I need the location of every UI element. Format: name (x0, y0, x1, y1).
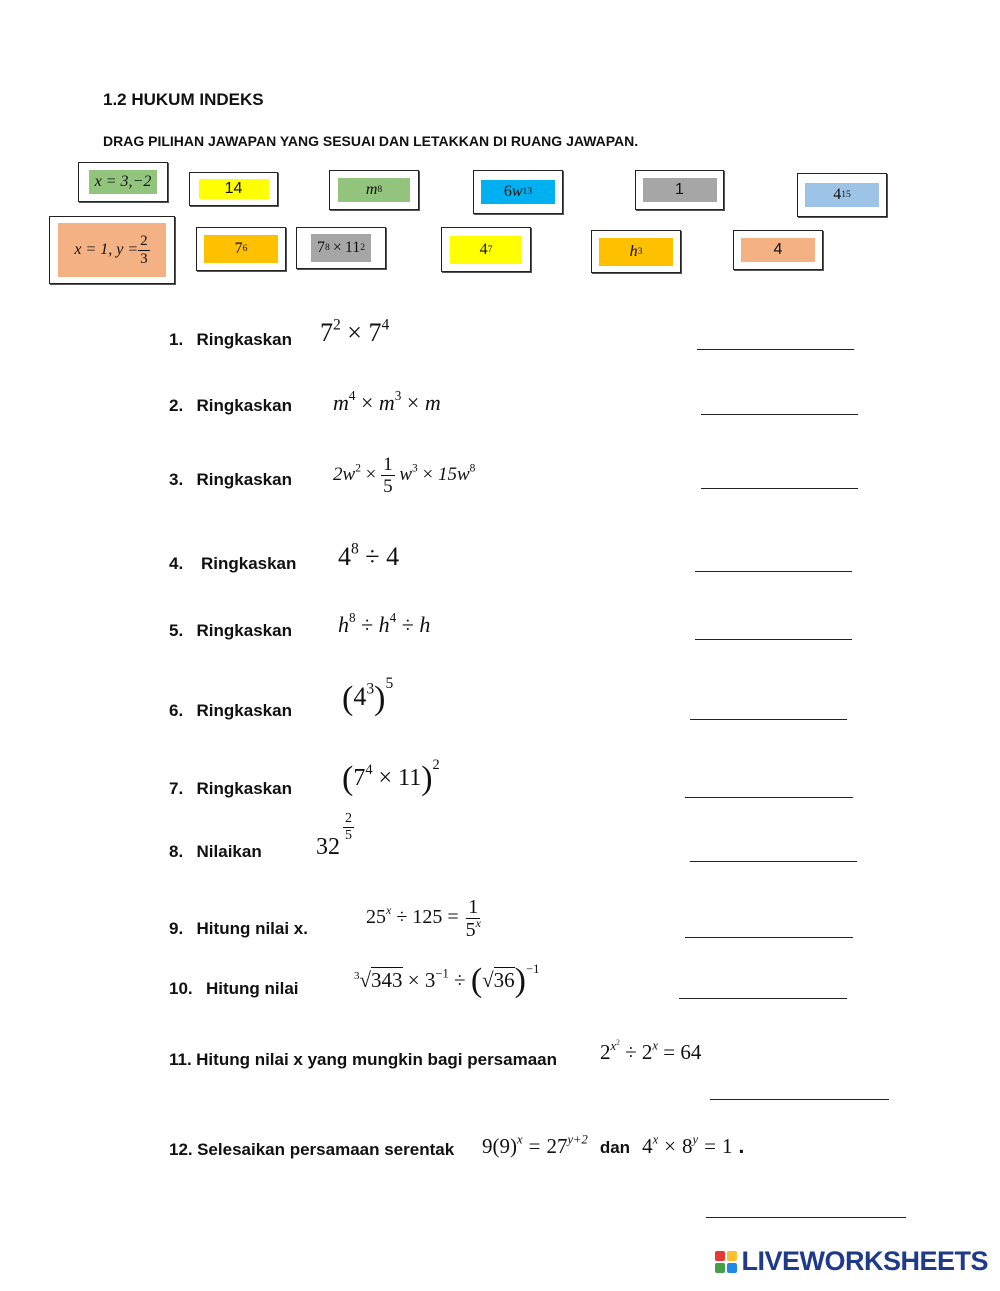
question-8: 8. Nilaikan (169, 842, 262, 861)
instruction-text: DRAG PILIHAN JAWAPAN YANG SESUAI DAN LETAKKAN DI RUANG JAWAPAN. (103, 133, 639, 149)
question-10: 10. Hitung nilai (169, 979, 299, 998)
answer-blank-11[interactable] (710, 1099, 889, 1100)
liveworksheets-logo: LIVEWORKSHEETS (715, 1246, 988, 1277)
question-10-expression: $^3√343 \times 3^{-1} \div (√36)^{-1}$ (354, 962, 540, 999)
answer-blank-8[interactable] (690, 861, 857, 862)
answer-blank-6[interactable] (690, 719, 847, 720)
question-2-expression: $m^4 \times m^3 \times m$ (333, 388, 441, 415)
question-11: 11. Hitung nilai x yang mungkin bagi persamaan (169, 1050, 557, 1069)
question-5: 5. Ringkaskan (169, 621, 292, 640)
question-6-expression: $(4^3)^5$ (342, 674, 394, 717)
question-4: 4. Ringkaskan (169, 554, 297, 573)
question-3: 3. Ringkaskan (169, 470, 292, 489)
question-1-expression: $7^2 \times 7^4$ (320, 316, 390, 347)
answer-choice-10[interactable]: 4 7 (441, 227, 531, 272)
answer-choice-1[interactable]: x = 3,−2 (78, 162, 168, 202)
question-7-expression: $(7^4 \times 11)^2$ (342, 757, 440, 797)
question-8-expression: 32 $\frac{2}{5}$ (316, 811, 352, 860)
question-7: 7. Ringkaskan (169, 779, 292, 798)
answer-blank-4[interactable] (695, 571, 852, 572)
answer-choice-8[interactable]: 7 6 (196, 227, 286, 271)
answer-blank-5[interactable] (695, 639, 852, 640)
answer-choice-2[interactable]: 14 (189, 172, 278, 206)
question-2: 2. Ringkaskan (169, 396, 292, 415)
answer-choice-12[interactable]: 4 (733, 230, 823, 270)
answer-blank-12[interactable] (706, 1217, 906, 1218)
question-3-expression: $2w^2$ × $\frac{1}{5}$ $w^3 \times 15w^8$ (333, 454, 476, 497)
question-4-expression: $4^8 \div 4$ (338, 540, 400, 571)
question-5-expression: $h^8 \div h^4 \div h$ (338, 610, 431, 637)
logo-icon (715, 1251, 737, 1273)
answer-blank-10[interactable] (679, 998, 847, 999)
question-12: 12. Selesaikan persamaan serentak (169, 1140, 455, 1159)
answer-choice-4[interactable]: 6 w 13 (473, 170, 563, 214)
question-1: 1. Ringkaskan (169, 330, 292, 349)
answer-choice-11[interactable]: h 3 (591, 230, 681, 273)
answer-blank-9[interactable] (685, 937, 853, 938)
answer-blank-1[interactable] (697, 349, 854, 350)
answer-choice-3[interactable]: m 8 (329, 170, 419, 210)
question-6: 6. Ringkaskan (169, 701, 292, 720)
question-9-expression: 25$^x$ ÷ 125 = $\frac{1}{5^x}$ (366, 896, 481, 941)
page-title: 1.2 HUKUM INDEKS (103, 90, 264, 109)
answer-blank-3[interactable] (701, 488, 858, 489)
answer-blank-2[interactable] (701, 414, 858, 415)
answer-choice-5[interactable]: 1 (635, 170, 724, 210)
question-12-expression: $9(9)^x$ = $27^{y+2}$ dan 4$^x$ × 8$^y$ = 1 . (482, 1132, 745, 1158)
question-9: 9. Hitung nilai x. (169, 919, 308, 938)
answer-choice-7[interactable]: x = 1, y = $\frac{2}{3}$ (49, 216, 175, 284)
answer-choice-9[interactable]: 7 8 × 11 2 (296, 227, 386, 269)
question-11-expression: $2^{x^2} \div 2^x = 64$ (600, 1036, 702, 1064)
answer-choice-6[interactable]: 4 15 (797, 173, 887, 217)
answer-blank-7[interactable] (685, 797, 853, 798)
